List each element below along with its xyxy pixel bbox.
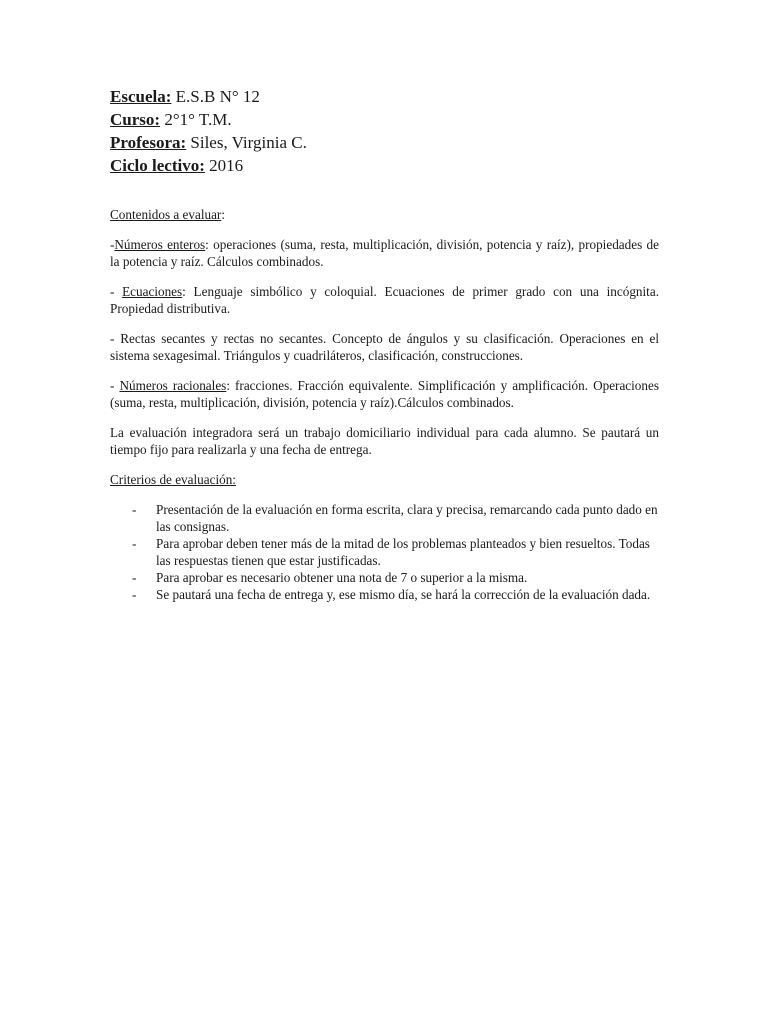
criterios-heading-text: Criterios de evaluación: bbox=[110, 472, 236, 487]
criterio-dash: - bbox=[132, 587, 137, 602]
evaluacion-paragraph: La evaluación integradora será un trabajo domiciliario individual para cada alumno. Se pautará un tiempo fijo para realizarla y una fecha de entrega. bbox=[110, 425, 659, 457]
content-item-prefix: - bbox=[110, 284, 123, 299]
profesora-value: Siles, Virginia C. bbox=[186, 133, 307, 152]
content-item bbox=[110, 377, 659, 411]
content-item-text: : fracciones. Fracción equivalente. Simplificación y amplificación. Operaciones (suma, resta, multiplicación, división, potencia y raíz).Cálculos combinados. bbox=[110, 378, 659, 410]
profesora-label: Profesora: bbox=[110, 133, 187, 152]
criterio-text: Para aprobar deben tener más de la mitad de los problemas planteados y bien resueltos. Todas las respuestas tienen que estar justificadas. bbox=[156, 536, 650, 568]
criterios-heading bbox=[110, 471, 659, 488]
criterio-dash: - bbox=[132, 570, 137, 585]
content-item-text: : operaciones (suma, resta, multiplicación, división, potencia y raíz), propiedades de la potencia y raíz. Cálculos combinados. bbox=[110, 237, 659, 269]
ciclo-lectivo-value: 2016 bbox=[204, 156, 244, 175]
content-item-prefix: - bbox=[110, 237, 115, 252]
escuela-label: Escuela: bbox=[110, 87, 172, 106]
escuela-value: E.S.B N° 12 bbox=[171, 87, 260, 106]
curso-line bbox=[110, 108, 307, 131]
profesora-line bbox=[110, 131, 307, 154]
content-item-prefix: - bbox=[110, 378, 120, 393]
criterio-item bbox=[110, 586, 659, 603]
criterio-item bbox=[110, 501, 659, 535]
criterio-item bbox=[110, 569, 659, 586]
ciclo-lectivo-label: Ciclo lectivo: bbox=[110, 156, 205, 175]
contenidos-heading bbox=[110, 206, 659, 223]
escuela-line bbox=[110, 85, 307, 108]
criterio-dash: - bbox=[132, 536, 137, 551]
content-item-topic: Números racionales bbox=[119, 378, 227, 393]
criterios-list bbox=[110, 501, 659, 603]
content-item bbox=[110, 283, 659, 317]
ciclo-lectivo-line bbox=[110, 154, 307, 177]
content-item-text: - Rectas secantes y rectas no secantes. Concepto de ángulos y su clasificación. Operaciones en el sistema sexagesimal. Triángulos y cuadriláteros, clasificación, construcciones. bbox=[110, 331, 659, 363]
content-item-topic: Ecuaciones bbox=[122, 284, 183, 299]
curso-value: 2°1° T.M. bbox=[160, 110, 232, 129]
curso-label: Curso: bbox=[110, 110, 161, 129]
content-item bbox=[110, 236, 659, 270]
document-header bbox=[110, 85, 307, 177]
contenidos-heading-colon: : bbox=[221, 207, 225, 222]
content-item-text: : Lenguaje simbólico y coloquial. Ecuaciones de primer grado con una incógnita. Propiedad distributiva. bbox=[110, 284, 659, 316]
criterio-text: Se pautará una fecha de entrega y, ese mismo día, se hará la corrección de la evaluación dada. bbox=[156, 587, 651, 602]
contenidos-heading-text: Contenidos a evaluar bbox=[110, 207, 222, 222]
document-body bbox=[110, 206, 659, 603]
criterio-item bbox=[110, 535, 659, 569]
content-item-topic: Números enteros bbox=[114, 237, 206, 252]
criterio-text: Para aprobar es necesario obtener una nota de 7 o superior a la misma. bbox=[156, 570, 528, 585]
content-item bbox=[110, 330, 659, 364]
criterio-dash: - bbox=[132, 502, 137, 517]
criterio-text: Presentación de la evaluación en forma escrita, clara y precisa, remarcando cada punto dado en las consignas. bbox=[156, 502, 658, 534]
